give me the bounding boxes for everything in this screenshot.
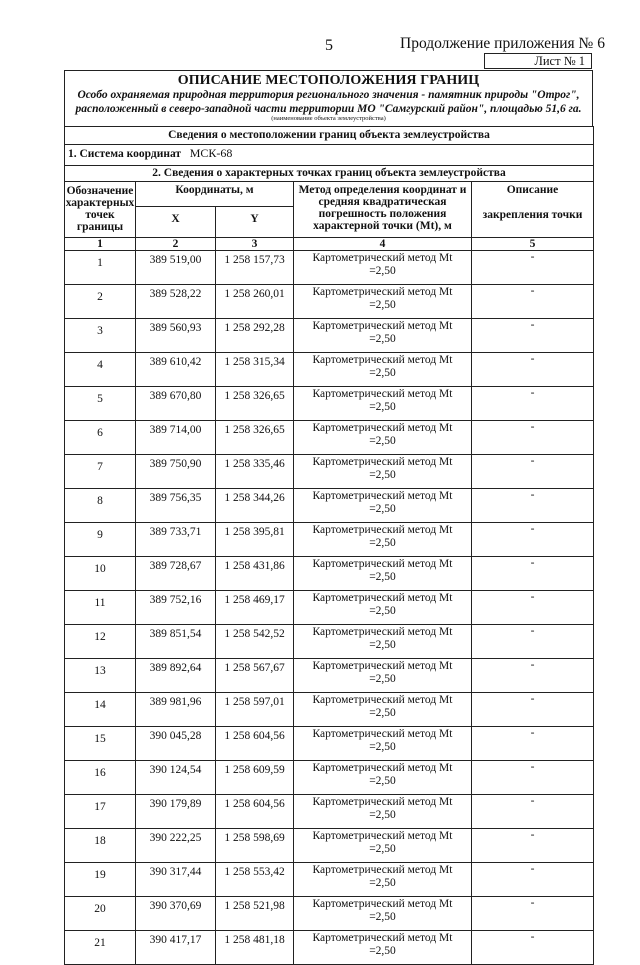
- method-cell: [294, 319, 472, 353]
- appendix-title: Продолжение приложения № 6: [400, 35, 605, 52]
- coord-x: 389 670,80: [136, 387, 216, 421]
- method-error: =2,50: [369, 877, 396, 889]
- method-error: =2,50: [369, 571, 396, 583]
- method-text: Картометрический метод Mt: [312, 898, 453, 910]
- coord-y: 1 258 542,52: [216, 625, 294, 659]
- fixing-description: -: [472, 489, 594, 523]
- point-id: 17: [65, 795, 136, 829]
- table-row: [65, 829, 594, 863]
- coord-y: 1 258 553,42: [216, 863, 294, 897]
- table-row: [65, 455, 594, 489]
- point-id: 12: [65, 625, 136, 659]
- point-id: 1: [65, 251, 136, 285]
- method-cell: [294, 659, 472, 693]
- method-cell: [294, 625, 472, 659]
- method-text: Картометрический метод Mt: [312, 932, 453, 944]
- col-desc-header: [472, 182, 594, 238]
- coord-y: 1 258 260,01: [216, 285, 294, 319]
- point-id: 10: [65, 557, 136, 591]
- point-id: 6: [65, 421, 136, 455]
- table-row: [65, 897, 594, 931]
- coord-y: 1 258 431,86: [216, 557, 294, 591]
- object-name-note: (наименование объекта землеустройства): [271, 115, 386, 122]
- col-num-2: 2: [136, 238, 216, 251]
- table-row: [65, 523, 594, 557]
- coord-y: 1 258 315,34: [216, 353, 294, 387]
- coord-y: 1 258 609,59: [216, 761, 294, 795]
- coord-x: 390 222,25: [136, 829, 216, 863]
- method-error: =2,50: [369, 639, 396, 651]
- document-header: [64, 70, 593, 126]
- table-row: [65, 659, 594, 693]
- fixing-description: -: [472, 353, 594, 387]
- coord-x: 390 045,28: [136, 727, 216, 761]
- method-text: Картометрический метод Mt: [312, 558, 453, 570]
- method-cell: [294, 387, 472, 421]
- method-error: =2,50: [369, 673, 396, 685]
- method-error: =2,50: [369, 911, 396, 923]
- method-error: =2,50: [369, 707, 396, 719]
- method-cell: [294, 829, 472, 863]
- coord-x: 389 981,96: [136, 693, 216, 727]
- table-row: [65, 931, 594, 965]
- method-error: =2,50: [369, 537, 396, 549]
- fixing-description: -: [472, 387, 594, 421]
- method-cell: [294, 489, 472, 523]
- col-x-header: X: [136, 207, 216, 238]
- coord-system-label: 1. Система координат: [68, 148, 182, 160]
- method-text: Картометрический метод Mt: [312, 354, 453, 366]
- coord-x: 389 756,35: [136, 489, 216, 523]
- table-row: [65, 591, 594, 625]
- col-y-header: Y: [216, 207, 294, 238]
- coord-x: 389 728,67: [136, 557, 216, 591]
- method-text: Картометрический метод Mt: [312, 830, 453, 842]
- object-description: Особо охраняемая природная территория регионального значения - памятник природы "Отрог", расположенный в северо-западной части территории МО "Самгурский район", площадью 51,6 га.: [75, 89, 582, 115]
- coord-y: 1 258 598,69: [216, 829, 294, 863]
- table-row: [65, 319, 594, 353]
- fixing-description: -: [472, 795, 594, 829]
- col-num-5: 5: [472, 238, 594, 251]
- method-cell: [294, 285, 472, 319]
- method-cell: [294, 693, 472, 727]
- point-id: 13: [65, 659, 136, 693]
- coord-x: 389 733,71: [136, 523, 216, 557]
- method-text: Картометрический метод Mt: [312, 422, 453, 434]
- table-row: [65, 727, 594, 761]
- coord-x: 390 179,89: [136, 795, 216, 829]
- coord-x: 389 714,00: [136, 421, 216, 455]
- method-error: =2,50: [369, 945, 396, 957]
- table-row: [65, 625, 594, 659]
- sheet-label: Лист № 1: [484, 53, 592, 69]
- fixing-description: -: [472, 693, 594, 727]
- point-id: 7: [65, 455, 136, 489]
- method-cell: [294, 795, 472, 829]
- method-cell: [294, 591, 472, 625]
- method-text: Картометрический метод Mt: [312, 490, 453, 502]
- method-cell: [294, 251, 472, 285]
- coord-x: 390 124,54: [136, 761, 216, 795]
- coord-x: 389 560,93: [136, 319, 216, 353]
- fixing-description: -: [472, 761, 594, 795]
- method-error: =2,50: [369, 469, 396, 481]
- point-id: 16: [65, 761, 136, 795]
- fixing-description: -: [472, 319, 594, 353]
- fixing-description: -: [472, 285, 594, 319]
- col-point-header: Обозначение характерных точек границы: [65, 182, 136, 238]
- table-row: [65, 863, 594, 897]
- table-row: [65, 251, 594, 285]
- point-id: 9: [65, 523, 136, 557]
- point-id: 2: [65, 285, 136, 319]
- table-row: [65, 557, 594, 591]
- method-cell: [294, 557, 472, 591]
- method-text: Картометрический метод Mt: [312, 762, 453, 774]
- method-error: =2,50: [369, 435, 396, 447]
- coord-y: 1 258 292,28: [216, 319, 294, 353]
- method-cell: [294, 863, 472, 897]
- table-row: [65, 761, 594, 795]
- method-cell: [294, 421, 472, 455]
- fixing-description: -: [472, 625, 594, 659]
- fixing-description: -: [472, 421, 594, 455]
- point-id: 8: [65, 489, 136, 523]
- method-cell: [294, 455, 472, 489]
- subsection-title: 2. Сведения о характерных точках границ объекта землеустройства: [65, 166, 594, 182]
- point-id: 20: [65, 897, 136, 931]
- coord-y: 1 258 326,65: [216, 387, 294, 421]
- point-id: 4: [65, 353, 136, 387]
- method-error: =2,50: [369, 843, 396, 855]
- coord-x: 389 892,64: [136, 659, 216, 693]
- coord-y: 1 258 597,01: [216, 693, 294, 727]
- method-error: =2,50: [369, 299, 396, 311]
- coord-y: 1 258 604,56: [216, 727, 294, 761]
- method-text: Картометрический метод Mt: [312, 524, 453, 536]
- method-error: =2,50: [369, 775, 396, 787]
- coord-x: 390 370,69: [136, 897, 216, 931]
- method-error: =2,50: [369, 741, 396, 753]
- method-text: Картометрический метод Mt: [312, 252, 453, 264]
- table-row: [65, 795, 594, 829]
- coord-x: 389 851,54: [136, 625, 216, 659]
- coord-y: 1 258 469,17: [216, 591, 294, 625]
- point-id: 14: [65, 693, 136, 727]
- col-coords-header: Координаты, м: [136, 182, 294, 207]
- fixing-description: -: [472, 829, 594, 863]
- coord-y: 1 258 335,46: [216, 455, 294, 489]
- boundary-table: [64, 126, 594, 965]
- coord-x: 390 317,44: [136, 863, 216, 897]
- method-text: Картометрический метод Mt: [312, 728, 453, 740]
- method-text: Картометрический метод Mt: [312, 320, 453, 332]
- point-id: 18: [65, 829, 136, 863]
- fixing-description: -: [472, 523, 594, 557]
- col-desc-top: Описание: [506, 184, 559, 196]
- point-id: 21: [65, 931, 136, 965]
- method-error: =2,50: [369, 605, 396, 617]
- point-id: 3: [65, 319, 136, 353]
- method-cell: [294, 761, 472, 795]
- document-title: ОПИСАНИЕ МЕСТОПОЛОЖЕНИЯ ГРАНИЦ: [177, 73, 480, 88]
- fixing-description: -: [472, 863, 594, 897]
- col-num-4: 4: [294, 238, 472, 251]
- method-text: Картометрический метод Mt: [312, 694, 453, 706]
- method-error: =2,50: [369, 265, 396, 277]
- coord-x: 390 417,17: [136, 931, 216, 965]
- method-error: =2,50: [369, 503, 396, 515]
- method-text: Картометрический метод Mt: [312, 456, 453, 468]
- method-text: Картометрический метод Mt: [312, 592, 453, 604]
- method-cell: [294, 523, 472, 557]
- fixing-description: -: [472, 727, 594, 761]
- method-cell: [294, 727, 472, 761]
- coord-y: 1 258 567,67: [216, 659, 294, 693]
- method-error: =2,50: [369, 367, 396, 379]
- table-row: [65, 693, 594, 727]
- fixing-description: -: [472, 659, 594, 693]
- method-error: =2,50: [369, 401, 396, 413]
- point-id: 11: [65, 591, 136, 625]
- section-title: Сведения о местоположении границ объекта землеустройства: [65, 127, 594, 145]
- method-cell: [294, 353, 472, 387]
- coord-system-row: [65, 145, 594, 166]
- method-error: =2,50: [369, 333, 396, 345]
- method-text: Картометрический метод Mt: [312, 864, 453, 876]
- col-num-1: 1: [65, 238, 136, 251]
- method-text: Картометрический метод Mt: [312, 660, 453, 672]
- method-text: Картометрический метод Mt: [312, 796, 453, 808]
- point-id: 19: [65, 863, 136, 897]
- coord-x: 389 752,16: [136, 591, 216, 625]
- coord-system-value: МСК-68: [189, 146, 233, 160]
- coord-y: 1 258 157,73: [216, 251, 294, 285]
- col-desc-bottom: закрепления точки: [482, 209, 583, 221]
- coord-x: 389 750,90: [136, 455, 216, 489]
- table-row: [65, 285, 594, 319]
- fixing-description: -: [472, 897, 594, 931]
- method-text: Картометрический метод Mt: [312, 388, 453, 400]
- coord-x: 389 519,00: [136, 251, 216, 285]
- table-row: [65, 353, 594, 387]
- fixing-description: -: [472, 251, 594, 285]
- coord-x: 389 528,22: [136, 285, 216, 319]
- fixing-description: -: [472, 455, 594, 489]
- coord-x: 389 610,42: [136, 353, 216, 387]
- fixing-description: -: [472, 591, 594, 625]
- point-id: 5: [65, 387, 136, 421]
- method-error: =2,50: [369, 809, 396, 821]
- col-method-header: Метод определения координат и средняя квадратическая погрешность положения характерной точки (Мt), м: [294, 182, 472, 238]
- fixing-description: -: [472, 931, 594, 965]
- coord-y: 1 258 521,98: [216, 897, 294, 931]
- coord-y: 1 258 326,65: [216, 421, 294, 455]
- table-row: [65, 489, 594, 523]
- method-cell: [294, 931, 472, 965]
- fixing-description: -: [472, 557, 594, 591]
- table-row: [65, 387, 594, 421]
- point-id: 15: [65, 727, 136, 761]
- page-number: 5: [325, 37, 333, 54]
- coord-y: 1 258 395,81: [216, 523, 294, 557]
- table-row: [65, 421, 594, 455]
- method-text: Картометрический метод Mt: [312, 286, 453, 298]
- coord-y: 1 258 604,56: [216, 795, 294, 829]
- col-num-3: 3: [216, 238, 294, 251]
- coord-y: 1 258 344,26: [216, 489, 294, 523]
- coord-y: 1 258 481,18: [216, 931, 294, 965]
- method-cell: [294, 897, 472, 931]
- method-text: Картометрический метод Mt: [312, 626, 453, 638]
